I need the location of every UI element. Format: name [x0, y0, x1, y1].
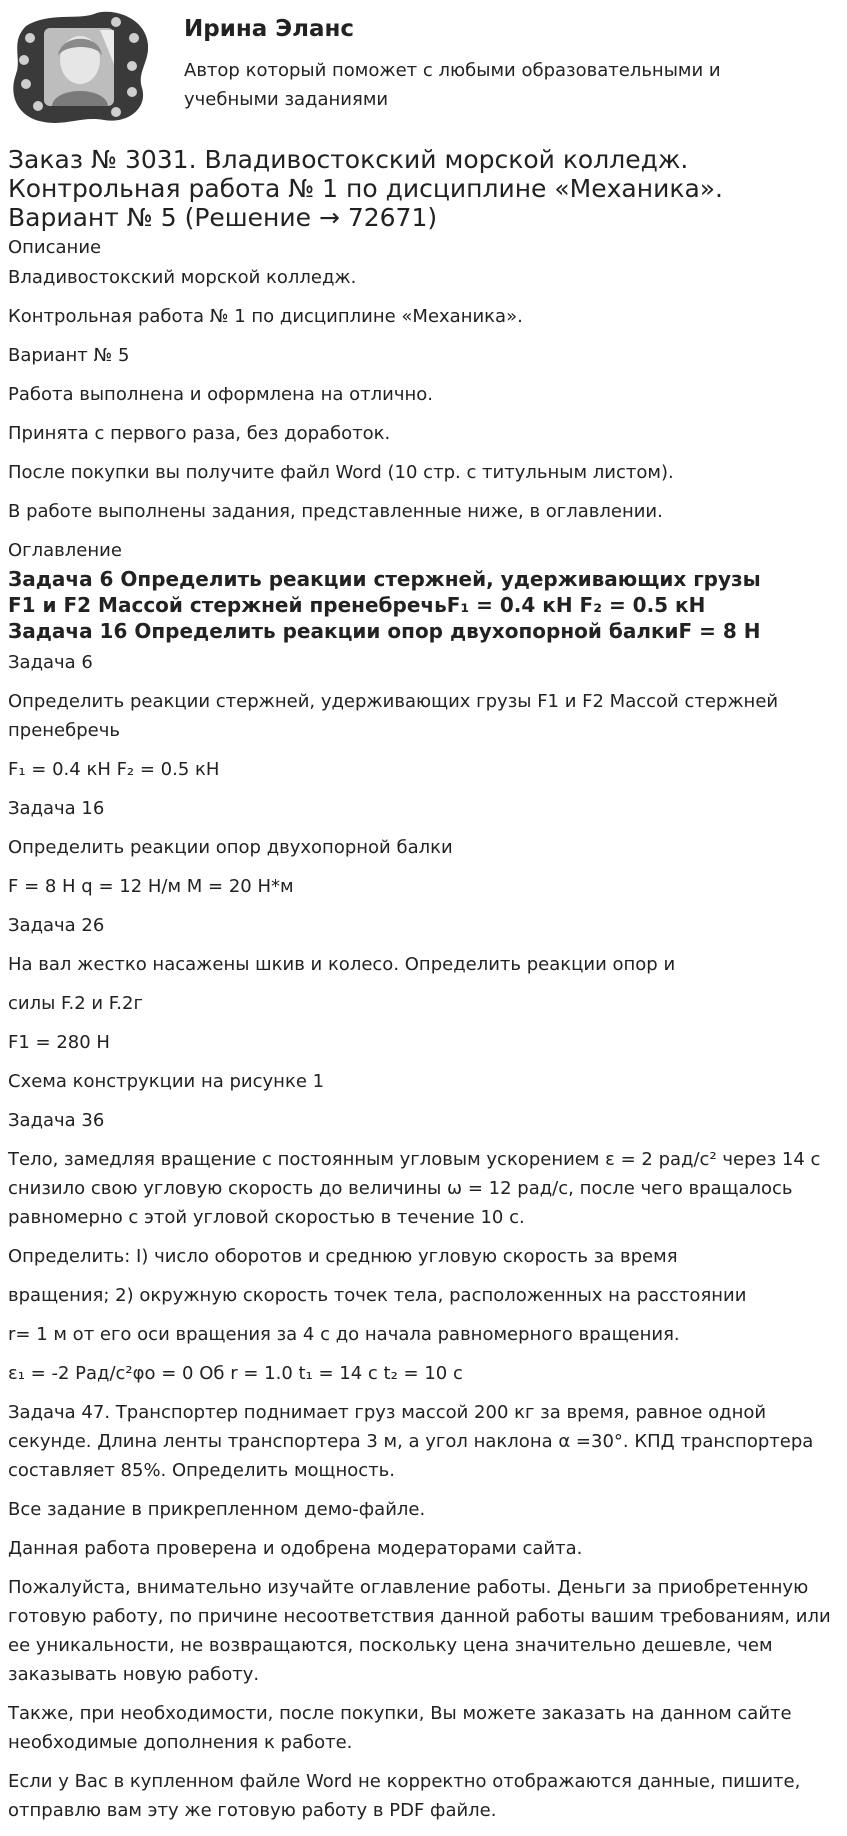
author-avatar[interactable]	[8, 8, 148, 126]
intro-paragraph: Владивостокский морской колледж.	[8, 267, 357, 288]
author-card	[8, 8, 839, 126]
task-given: F1 = 280 Н	[8, 1032, 110, 1053]
intro-paragraph: Принята с первого раза, без доработок.	[8, 423, 391, 444]
task-text: Определить реакции стержней, удерживающих грузы F1 и F2 Массой стержней пренебречь	[8, 691, 779, 741]
intro-paragraph: После покупки вы получите файл Word (10 стр. с титульным листом).	[8, 462, 674, 483]
order-content	[8, 145, 838, 1835]
task-text: силы F.2 и F.2г	[8, 993, 143, 1014]
note-paragraph: Пожалуйста, внимательно изучайте оглавление работы. Деньги за приобретенную готовую работу, по причине несоответствия данной работы вашим требованиям, или ее уникальности, не возвращаются, поскольку цена значительно дешевле, чем заказывать новую работу.	[8, 1577, 831, 1685]
note-paragraph: Также, при необходимости, после покупки, Вы можете заказать на данном сайте необходимые дополнения к работе.	[8, 1703, 792, 1753]
author-description: Автор который поможет с любыми образовательными и учебными заданиями	[184, 60, 721, 110]
task-text: Схема конструкции на рисунке 1	[8, 1071, 325, 1092]
task-text: На вал жестко насажены шкив и колесо. Определить реакции опор и	[8, 954, 676, 975]
toc-item: Задача 16 Определить реакции опор двухопорной балкиF = 8 Н	[8, 619, 761, 643]
intro-paragraph: Контрольная работа № 1 по дисциплине «Механика».	[8, 306, 523, 327]
toc-item: Задача 6 Определить реакции стержней, удерживающих грузы	[8, 567, 761, 591]
task-heading: Задача 6	[8, 652, 93, 673]
task-heading: Задача 16	[8, 798, 105, 819]
task-text: r= 1 м от его оси вращения за 4 с до начала равномерного вращения.	[8, 1324, 680, 1345]
task-heading: Задача 26	[8, 915, 105, 936]
task-text: Тело, замедляя вращение с постоянным угловым ускорением ε = 2 рад/с² через 14 с снизило свою угловую скорость до величины ω = 12 рад/с, после чего вращалось равномерно с этой угловой скоростью в течение 10 с.	[8, 1149, 821, 1228]
toc-item: F1 и F2 Массой стержней пренебречьF₁ = 0.4 кН F₂ = 0.5 кН	[8, 593, 706, 617]
toc-label: Оглавление	[8, 540, 122, 561]
intro-paragraph: Вариант № 5	[8, 345, 130, 366]
task-text: вращения; 2) окружную скорость точек тела, расположенных на расстоянии	[8, 1285, 747, 1306]
task-given: F₁ = 0.4 кН F₂ = 0.5 кН	[8, 759, 220, 780]
note-paragraph: Все задание в прикрепленном демо-файле.	[8, 1499, 426, 1520]
order-title: Заказ № 3031. Владивостокский морской колледж. Контрольная работа № 1 по дисциплине «Механика». Вариант № 5 (Решение → 72671)	[8, 145, 724, 232]
task-given: ε₁ = -2 Рад/с²φо = 0 Об r = 1.0 t₁ = 14 с t₂ = 10 с	[8, 1363, 463, 1384]
task-heading: Задача 36	[8, 1110, 105, 1131]
task-text: Задача 47. Транспортер поднимает груз массой 200 кг за время, равное одной секунде. Длина ленты транспортера 3 м, а угол наклона α =30°. КПД транспортера составляет 85%. Определить мощность.	[8, 1402, 814, 1481]
intro-paragraph: В работе выполнены задания, представленные ниже, в оглавлении.	[8, 501, 663, 522]
author-name[interactable]: Ирина Эланс	[184, 16, 355, 42]
task-text: Определить: I) число оборотов и среднюю угловую скорость за время	[8, 1246, 678, 1267]
task-given: F = 8 Н q = 12 Н/м M = 20 Н*м	[8, 876, 294, 897]
task-text: Определить реакции опор двухопорной балки	[8, 837, 453, 858]
note-paragraph: Данная работа проверена и одобрена модераторами сайта.	[8, 1538, 583, 1559]
table-of-contents	[8, 566, 838, 644]
intro-paragraph: Работа выполнена и оформлена на отлично.	[8, 384, 434, 405]
note-paragraph: Если у Вас в купленном файле Word не корректно отображаются данные, пишите, отправлю вам эту же готовую работу в PDF файле.	[8, 1771, 801, 1821]
description-label: Описание	[8, 237, 102, 258]
